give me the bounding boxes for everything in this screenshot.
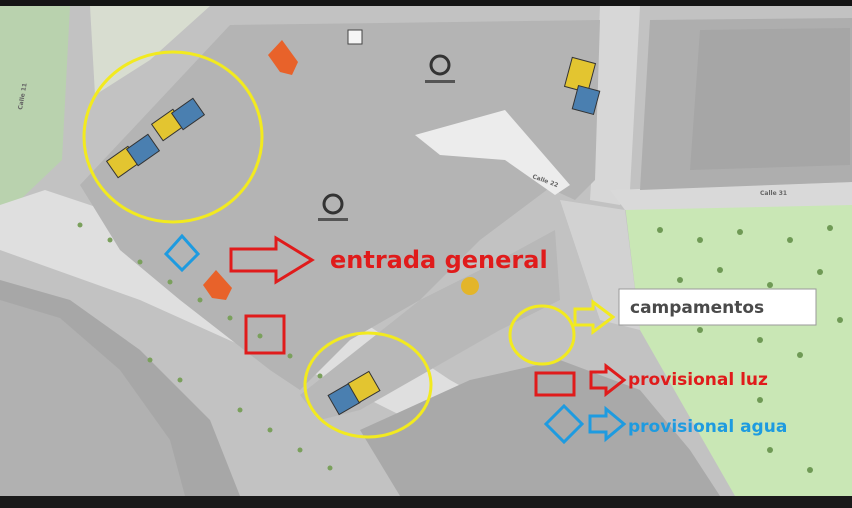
yellow-marker-icon [461, 277, 479, 295]
street-label: Calle 31 [760, 190, 788, 197]
top-frame [0, 0, 852, 6]
building-inner-topright [690, 28, 850, 170]
street-label: Calle 11 [17, 82, 29, 111]
power-label: provisional luz [628, 370, 768, 390]
camps-label: campamentos [630, 298, 765, 318]
bottom-frame [0, 496, 852, 508]
sign-icon [348, 30, 362, 44]
street-label: Calle 22 [531, 173, 560, 190]
water-label: provisional agua [628, 417, 788, 437]
entrance-label: entrada general [330, 246, 548, 274]
